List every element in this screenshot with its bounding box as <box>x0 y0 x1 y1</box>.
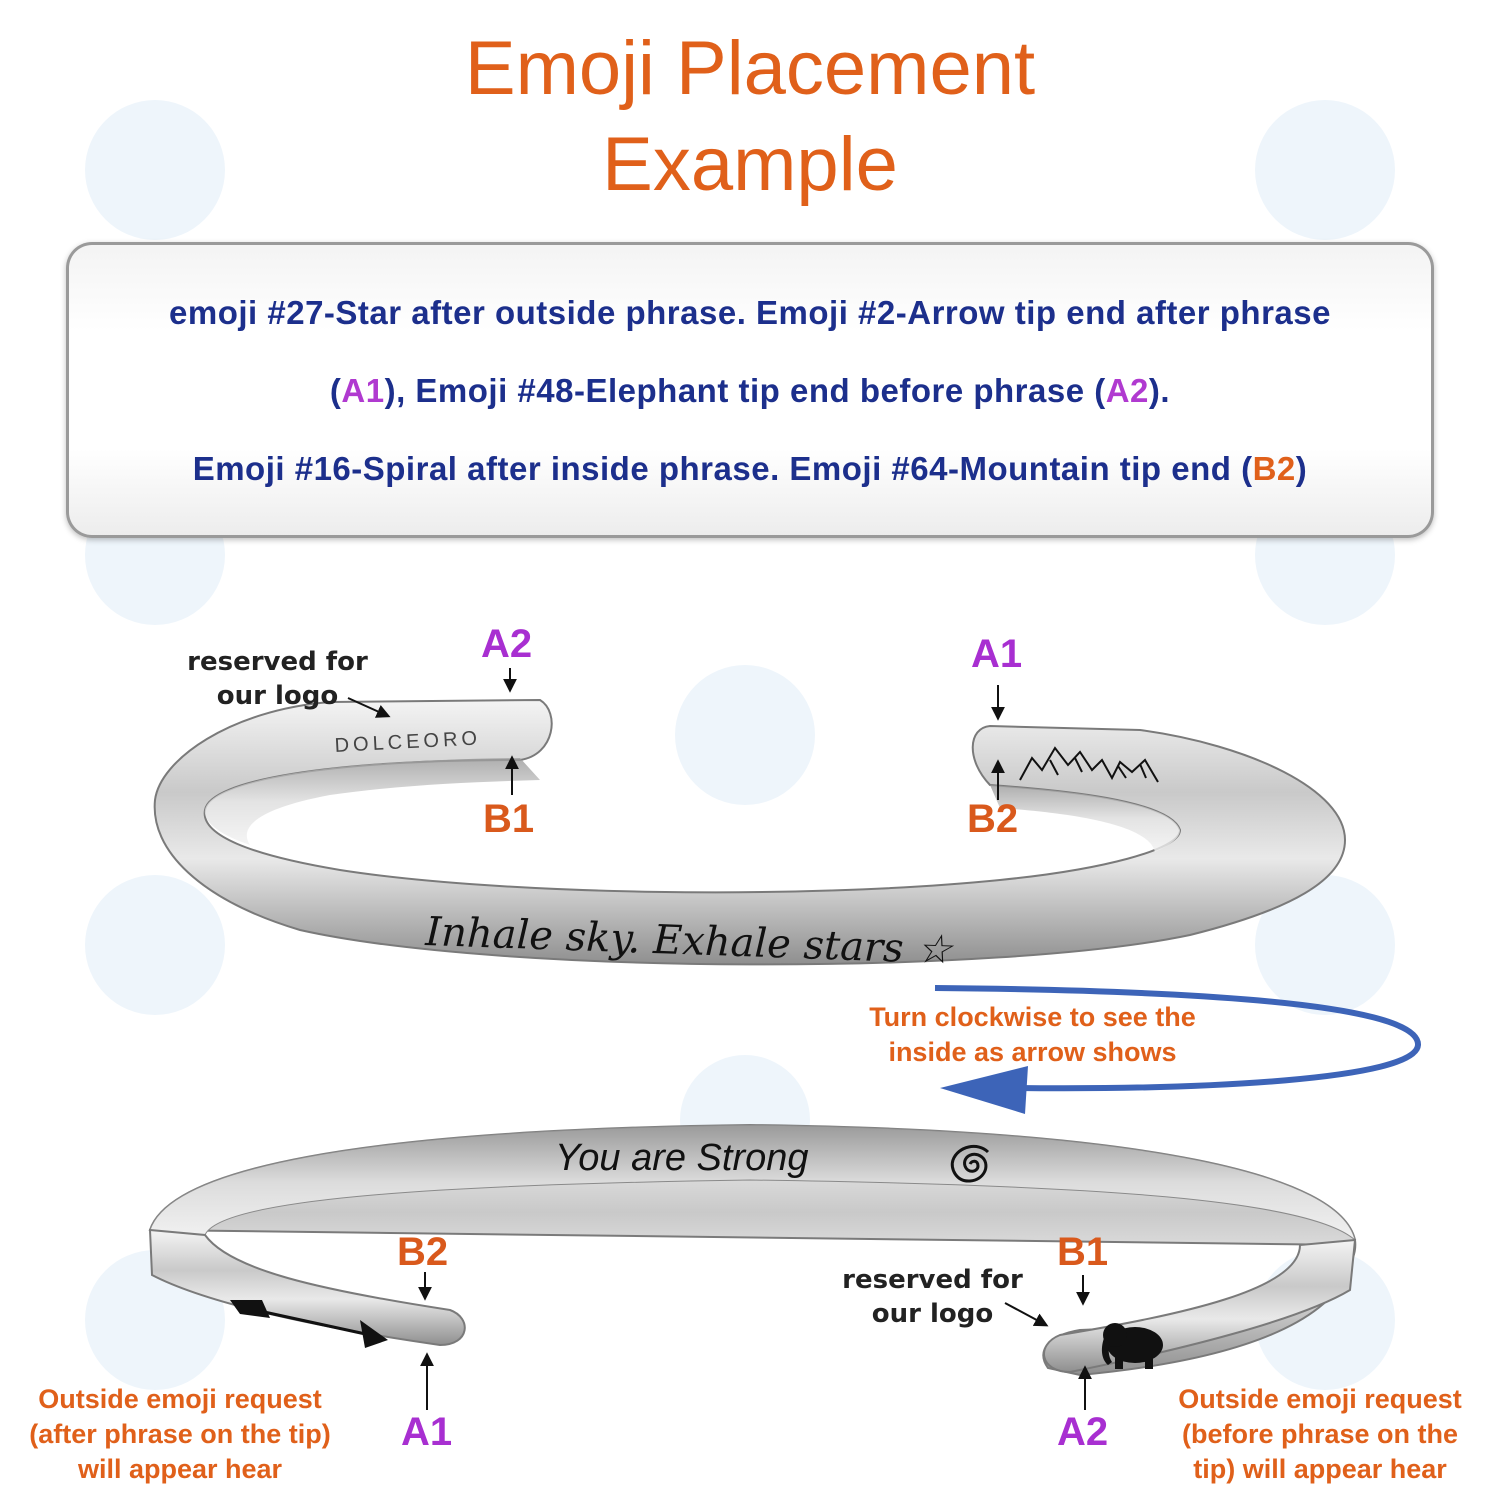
reserved-note-bottom <box>825 1263 1040 1331</box>
rotate-note-line1: Turn clockwise to see the <box>869 1002 1196 1032</box>
reserved-note-top <box>170 645 385 713</box>
outside-note-right-line2: (before phrase on the <box>1181 1419 1459 1449</box>
outside-note-right <box>1145 1382 1495 1487</box>
info-line-1: emoji #27-Star after outside phrase. Emoji #2-Arrow tip end after phrase <box>169 294 1331 331</box>
page-title-line2: Example <box>602 122 898 207</box>
bottom-phrase: You are Strong <box>555 1137 809 1179</box>
label-a1-bottom: A1 <box>401 1410 453 1454</box>
reserved-note-top-line2: our logo <box>216 681 339 711</box>
label-b2-bottom: B2 <box>397 1230 449 1274</box>
top-phrase: Inhale sky. Exhale stars ☆ <box>424 909 953 974</box>
info-code-a2: A2 <box>1105 372 1149 409</box>
label-b1-bottom: B1 <box>1057 1230 1109 1274</box>
info-line-3-close: ) <box>1295 450 1308 487</box>
label-a2-bottom: A2 <box>1057 1410 1109 1454</box>
info-paren-open: ( <box>329 372 342 409</box>
info-line-2-mid: ), Emoji #48-Elephant tip end before phrase ( <box>384 372 1106 409</box>
reserved-note-bottom-line2: our logo <box>871 1299 994 1329</box>
top-engraving-logo: DOLCEORO <box>334 727 482 757</box>
label-a1-top: A1 <box>971 632 1023 676</box>
label-b2-top: B2 <box>967 797 1019 841</box>
outside-note-left-line2: (after phrase on the tip) <box>29 1419 331 1449</box>
rotate-note-line2: inside as arrow shows <box>888 1037 1177 1067</box>
rotate-note <box>830 1000 1235 1070</box>
label-b1-top: B1 <box>483 797 535 841</box>
outside-note-right-line1: Outside emoji request <box>1178 1384 1462 1414</box>
reserved-note-bottom-line1: reserved for <box>842 1265 1023 1295</box>
info-line-3-text: Emoji #16-Spiral after inside phrase. Emoji #64-Mountain tip end ( <box>192 450 1253 487</box>
info-code-b2: B2 <box>1252 450 1296 487</box>
star-icon <box>1050 915 1051 916</box>
outside-note-left-line3: will appear hear <box>77 1454 283 1484</box>
outside-note-left <box>5 1382 355 1487</box>
page-title-line1: Emoji Placement <box>464 26 1036 111</box>
reserved-note-top-line1: reserved for <box>187 647 368 677</box>
info-paren-close: ). <box>1148 372 1171 409</box>
label-a2-top: A2 <box>481 622 533 666</box>
outside-note-left-line1: Outside emoji request <box>38 1384 322 1414</box>
outside-note-right-line3: tip) will appear hear <box>1193 1454 1447 1484</box>
info-code-a1: A1 <box>341 372 385 409</box>
